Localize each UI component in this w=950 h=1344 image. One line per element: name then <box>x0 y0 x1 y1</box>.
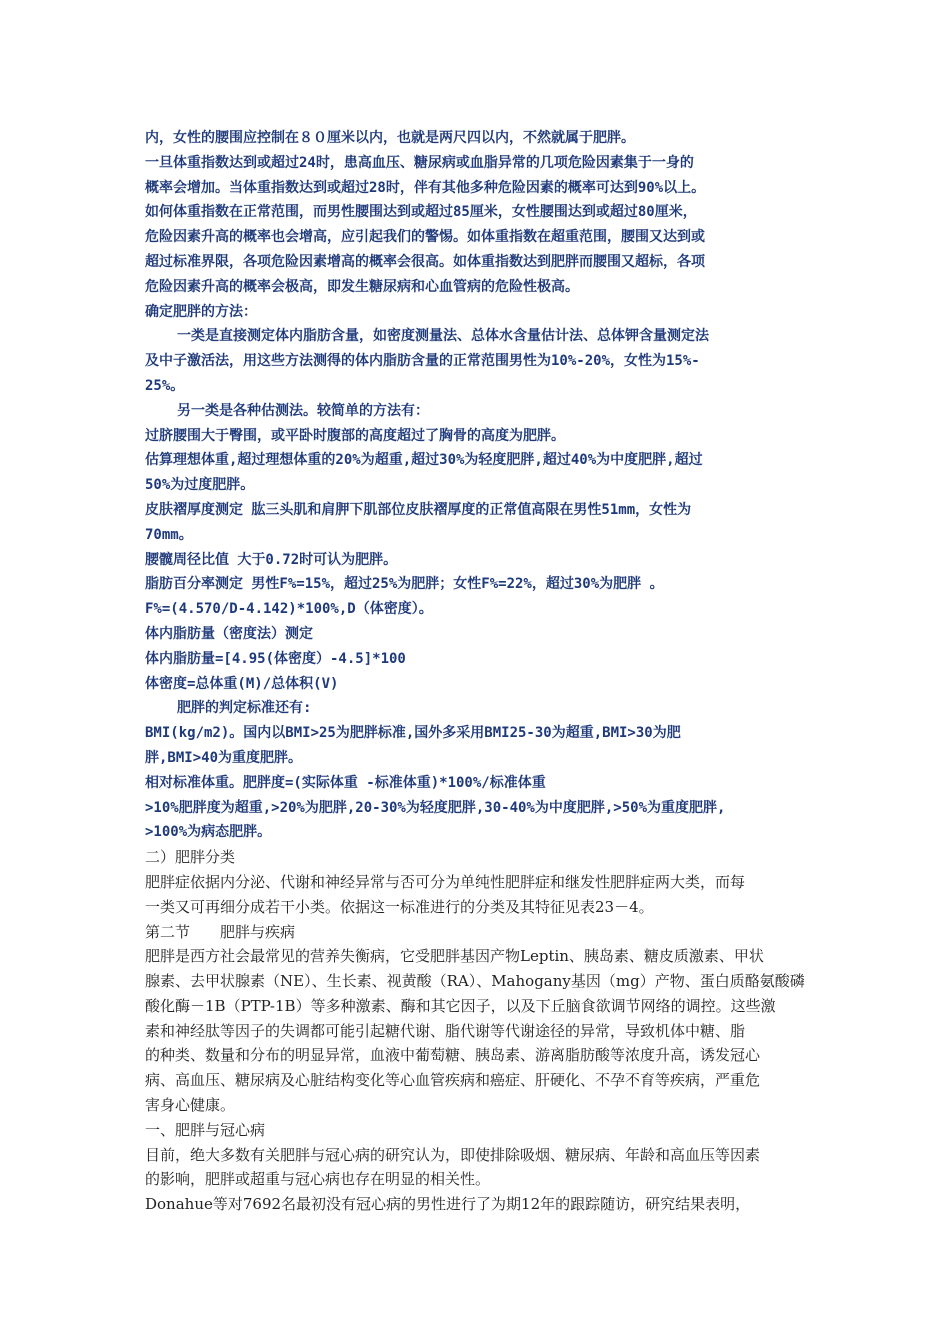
text-line: 目前，绝大多数有关肥胖与冠心病的研究认为，即使排除吸烟、糖尿病、年龄和高血压等因素 <box>145 1145 761 1164</box>
text-line: 过脐腰围大于臀围，或平卧时腹部的高度超过了胸骨的高度为肥胖。 <box>145 427 565 444</box>
section-heading: 第二节 肥胖与疾病 <box>145 922 296 941</box>
formula-line: 相对标准体重。肥胖度=(实际体重 -标准体重)*100%/标准体重 <box>145 774 546 791</box>
text-line: 腰髋周径比值 大于0.72时可认为肥胖。 <box>145 551 398 568</box>
text-line: 肥胖症依据内分泌、代谢和神经异常与否可分为单纯性肥胖症和继发性肥胖症两大类，而每 <box>145 872 746 891</box>
text-line: 25%。 <box>145 377 185 394</box>
text-line: >100%为病态肥胖。 <box>145 824 272 841</box>
text-line: >10%肥胖度为超重,>20%为肥胖,20-30%为轻度肥胖,30-40%为中度肥胖,>50%为重度肥胖, <box>145 799 726 816</box>
text-line: 危险因素升高的概率会极高，即发生糖尿病和心血管病的危险性极高。 <box>145 278 579 295</box>
text-line: 另一类是各种估测法。较简单的方法有： <box>177 402 429 419</box>
text-line: 70mm。 <box>145 526 193 543</box>
text-line: 腺素、去甲状腺素（NE）、生长素、视黄酸（RA）、Mahogany基因（mg）产物、蛋白质酪氨酸磷 <box>145 972 805 991</box>
section-heading: 二）肥胖分类 <box>145 848 236 867</box>
text-line: 超过标准界限，各项危险因素增高的概率会很高。如体重指数达到肥胖而腰围又超标，各项 <box>145 253 705 270</box>
formula-line: F%=(4.570/D-4.142)*100%,D（体密度）。 <box>145 601 433 618</box>
text-line: Donahue等对7692名最初没有冠心病的男性进行了为期12年的跟踪随访，研究结果表明， <box>145 1195 751 1214</box>
text-line: 病、高血压、糖尿病及心脏结构变化等心血管疾病和癌症、肝硬化、不孕不育等疾病，严重危 <box>145 1071 761 1090</box>
text-line: 肥胖是西方社会最常见的营养失衡病，它受肥胖基因产物Leptin、胰岛素、糖皮质激素、甲状 <box>145 947 764 966</box>
text-line: 概率会增加。当体重指数达到或超过28时，伴有其他多种危险因素的概率可达到90%以上。 <box>145 179 706 196</box>
text-line: BMI(kg/m2)。国内以BMI>25为肥胖标准,国外多采用BMI25-30为超重,BMI>30为肥 <box>145 725 681 742</box>
text-line: 如何体重指数在正常范围，而男性腰围达到或超过85厘米，女性腰围达到或超过80厘米， <box>145 204 697 221</box>
text-line: 内，女性的腰围应控制在８０厘米以内，也就是两尺四以内，不然就属于肥胖。 <box>145 130 635 146</box>
formula-line: 体密度=总体重(M)/总体积(V) <box>145 675 339 692</box>
section-heading: 一、肥胖与冠心病 <box>145 1120 266 1139</box>
text-line: 皮肤褶厚度测定 肱三头肌和肩胛下肌部位皮肤褶厚度的正常值高限在男性51mm，女性为 <box>145 501 692 518</box>
text-line: 害身心健康。 <box>145 1096 236 1115</box>
text-line: 一旦体重指数达到或超过24时，患高血压、糖尿病或血脂异常的几项危险因素集于一身的 <box>145 154 694 171</box>
text-line: 的影响，肥胖或超重与冠心病也存在明显的相关性。 <box>145 1170 491 1189</box>
section-heading: 确定肥胖的方法： <box>145 303 257 320</box>
text-line: 一类是直接测定体内脂肪含量，如密度测量法、总体水含量估计法、总体钾含量测定法 <box>177 328 709 345</box>
text-line: 体内脂肪量（密度法）测定 <box>145 625 313 642</box>
document-body <box>145 126 810 1217</box>
text-line: 胖,BMI>40为重度肥胖。 <box>145 749 303 766</box>
text-line: 50%为过度肥胖。 <box>145 477 255 494</box>
text-line: 危险因素升高的概率也会增高，应引起我们的警惕。如体重指数在超重范围，腰围又达到或 <box>145 229 705 246</box>
formula-line: 体内脂肪量=[4.95(体密度）-4.5]*100 <box>145 650 406 667</box>
text-line: 及中子激活法，用这些方法测得的体内脂肪含量的正常范围男性为10%-20%，女性为15%- <box>145 353 700 370</box>
text-line: 肥胖的判定标准还有: <box>177 700 312 717</box>
text-line: 脂肪百分率测定 男性F%=15%，超过25%为肥胖；女性F%=22%，超过30%为肥胖 。 <box>145 576 664 593</box>
text-line: 一类又可再细分成若干小类。依据这一标准进行的分类及其特征见表23－4。 <box>145 897 654 916</box>
text-line: 的种类、数量和分布的明显异常，血液中葡萄糖、胰岛素、游离脂肪酸等浓度升高，诱发冠心 <box>145 1046 761 1065</box>
text-line: 酸化酶－1B（PTP-1B）等多种激素、酶和其它因子，以及下丘脑食欲调节网络的调控。这些激 <box>145 996 776 1015</box>
text-line: 估算理想体重,超过理想体重的20%为超重,超过30%为轻度肥胖,超过40%为中度肥胖,超过 <box>145 452 703 469</box>
text-line: 素和神经肽等因子的失调都可能引起糖代谢、脂代谢等代谢途径的异常，导致机体中糖、脂 <box>145 1021 746 1040</box>
